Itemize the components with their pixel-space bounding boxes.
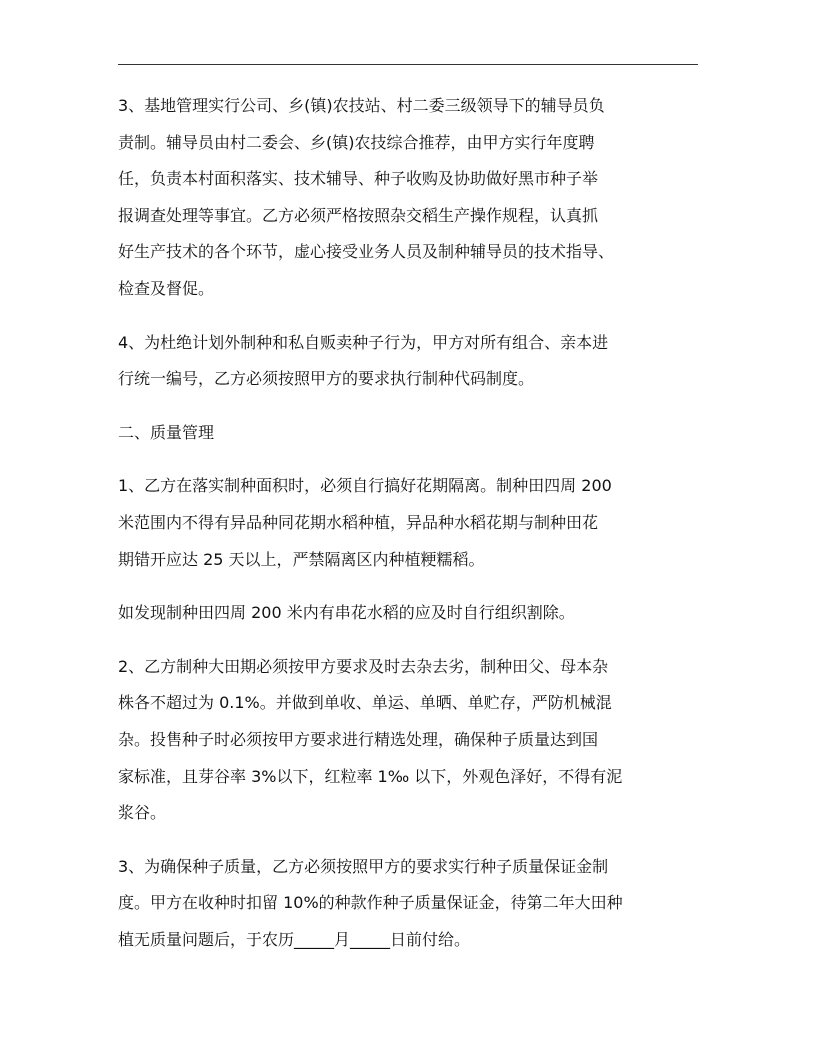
- text-line: 如发现制种田四周 200 米内有串花水稻的应及时自行组织割除。: [118, 603, 575, 623]
- header-rule: [118, 64, 698, 65]
- text-line: 1、乙方在落实制种面积时，必须自行搞好花期隔离。制种田四周 200: [118, 476, 612, 496]
- text-line: 家标准，且芽谷率 3%以下，红粒率 1‰ 以下，外观色泽好，不得有泥: [118, 766, 623, 786]
- text-line: 责制。辅导员由村二委会、乡(镇)农技综合推荐，由甲方实行年度聘: [118, 132, 595, 152]
- text-line: 3、为确保种子质量，乙方必须按照甲方的要求实行种子质量保证金制: [118, 856, 609, 876]
- paragraph-removal: [118, 595, 718, 632]
- text-line: 检查及督促。: [118, 278, 215, 298]
- text-line: 4、为杜绝计划外制种和私自贩卖种子行为，甲方对所有组合、亲本进: [118, 332, 609, 352]
- paragraph-purity-standards: [118, 649, 718, 832]
- text-line: 任，负责本村面积落实、技术辅导、种子收购及协助做好黑市种子举: [118, 169, 599, 189]
- text-line: 浆谷。: [118, 803, 167, 823]
- text-line: 好生产技术的各个环节，虚心接受业务人员及制种辅导员的技术指导、: [118, 242, 615, 262]
- text-line: 株各不超过为 0.1%。并做到单收、单运、单晒、单贮存，严防机械混: [118, 693, 612, 713]
- text-line: 杂。投售种子时必须按甲方要求进行精选处理，确保种子质量达到国: [118, 729, 599, 749]
- text-line: 行统一编号，乙方必须按照甲方的要求执行制种代码制度。: [118, 369, 535, 389]
- text-line: 报调查处理等事宜。乙方必须严格按照杂交稻生产操作规程，认真抓: [118, 205, 599, 225]
- section-heading-quality: [118, 415, 718, 452]
- section-heading-text: 二、质量管理: [118, 422, 215, 442]
- document-body: [118, 88, 718, 975]
- paragraph-quality-deposit: [118, 849, 718, 959]
- text-line: 度。甲方在收种时扣留 10%的种款作种子质量保证金，待第二年大田种: [118, 893, 623, 913]
- paragraph-numbering-system: [118, 325, 718, 398]
- paragraph-guidance-system: [118, 88, 718, 308]
- text-line: 米范围内不得有异品种同花期水稻种植，异品种水稻花期与制种田花: [118, 512, 599, 532]
- paragraph-isolation: [118, 468, 718, 578]
- text-line: 2、乙方制种大田期必须按甲方要求及时去杂去劣，制种田父、母本杂: [118, 656, 609, 676]
- text-line: 3、基地管理实行公司、乡(镇)农技站、村二委三级领导下的辅导员负: [118, 96, 605, 115]
- text-line: 植无质量问题后，于农历_____月_____日前付给。: [118, 929, 471, 949]
- text-line: 期错开应达 25 天以上，严禁隔离区内种植粳糯稻。: [118, 549, 485, 569]
